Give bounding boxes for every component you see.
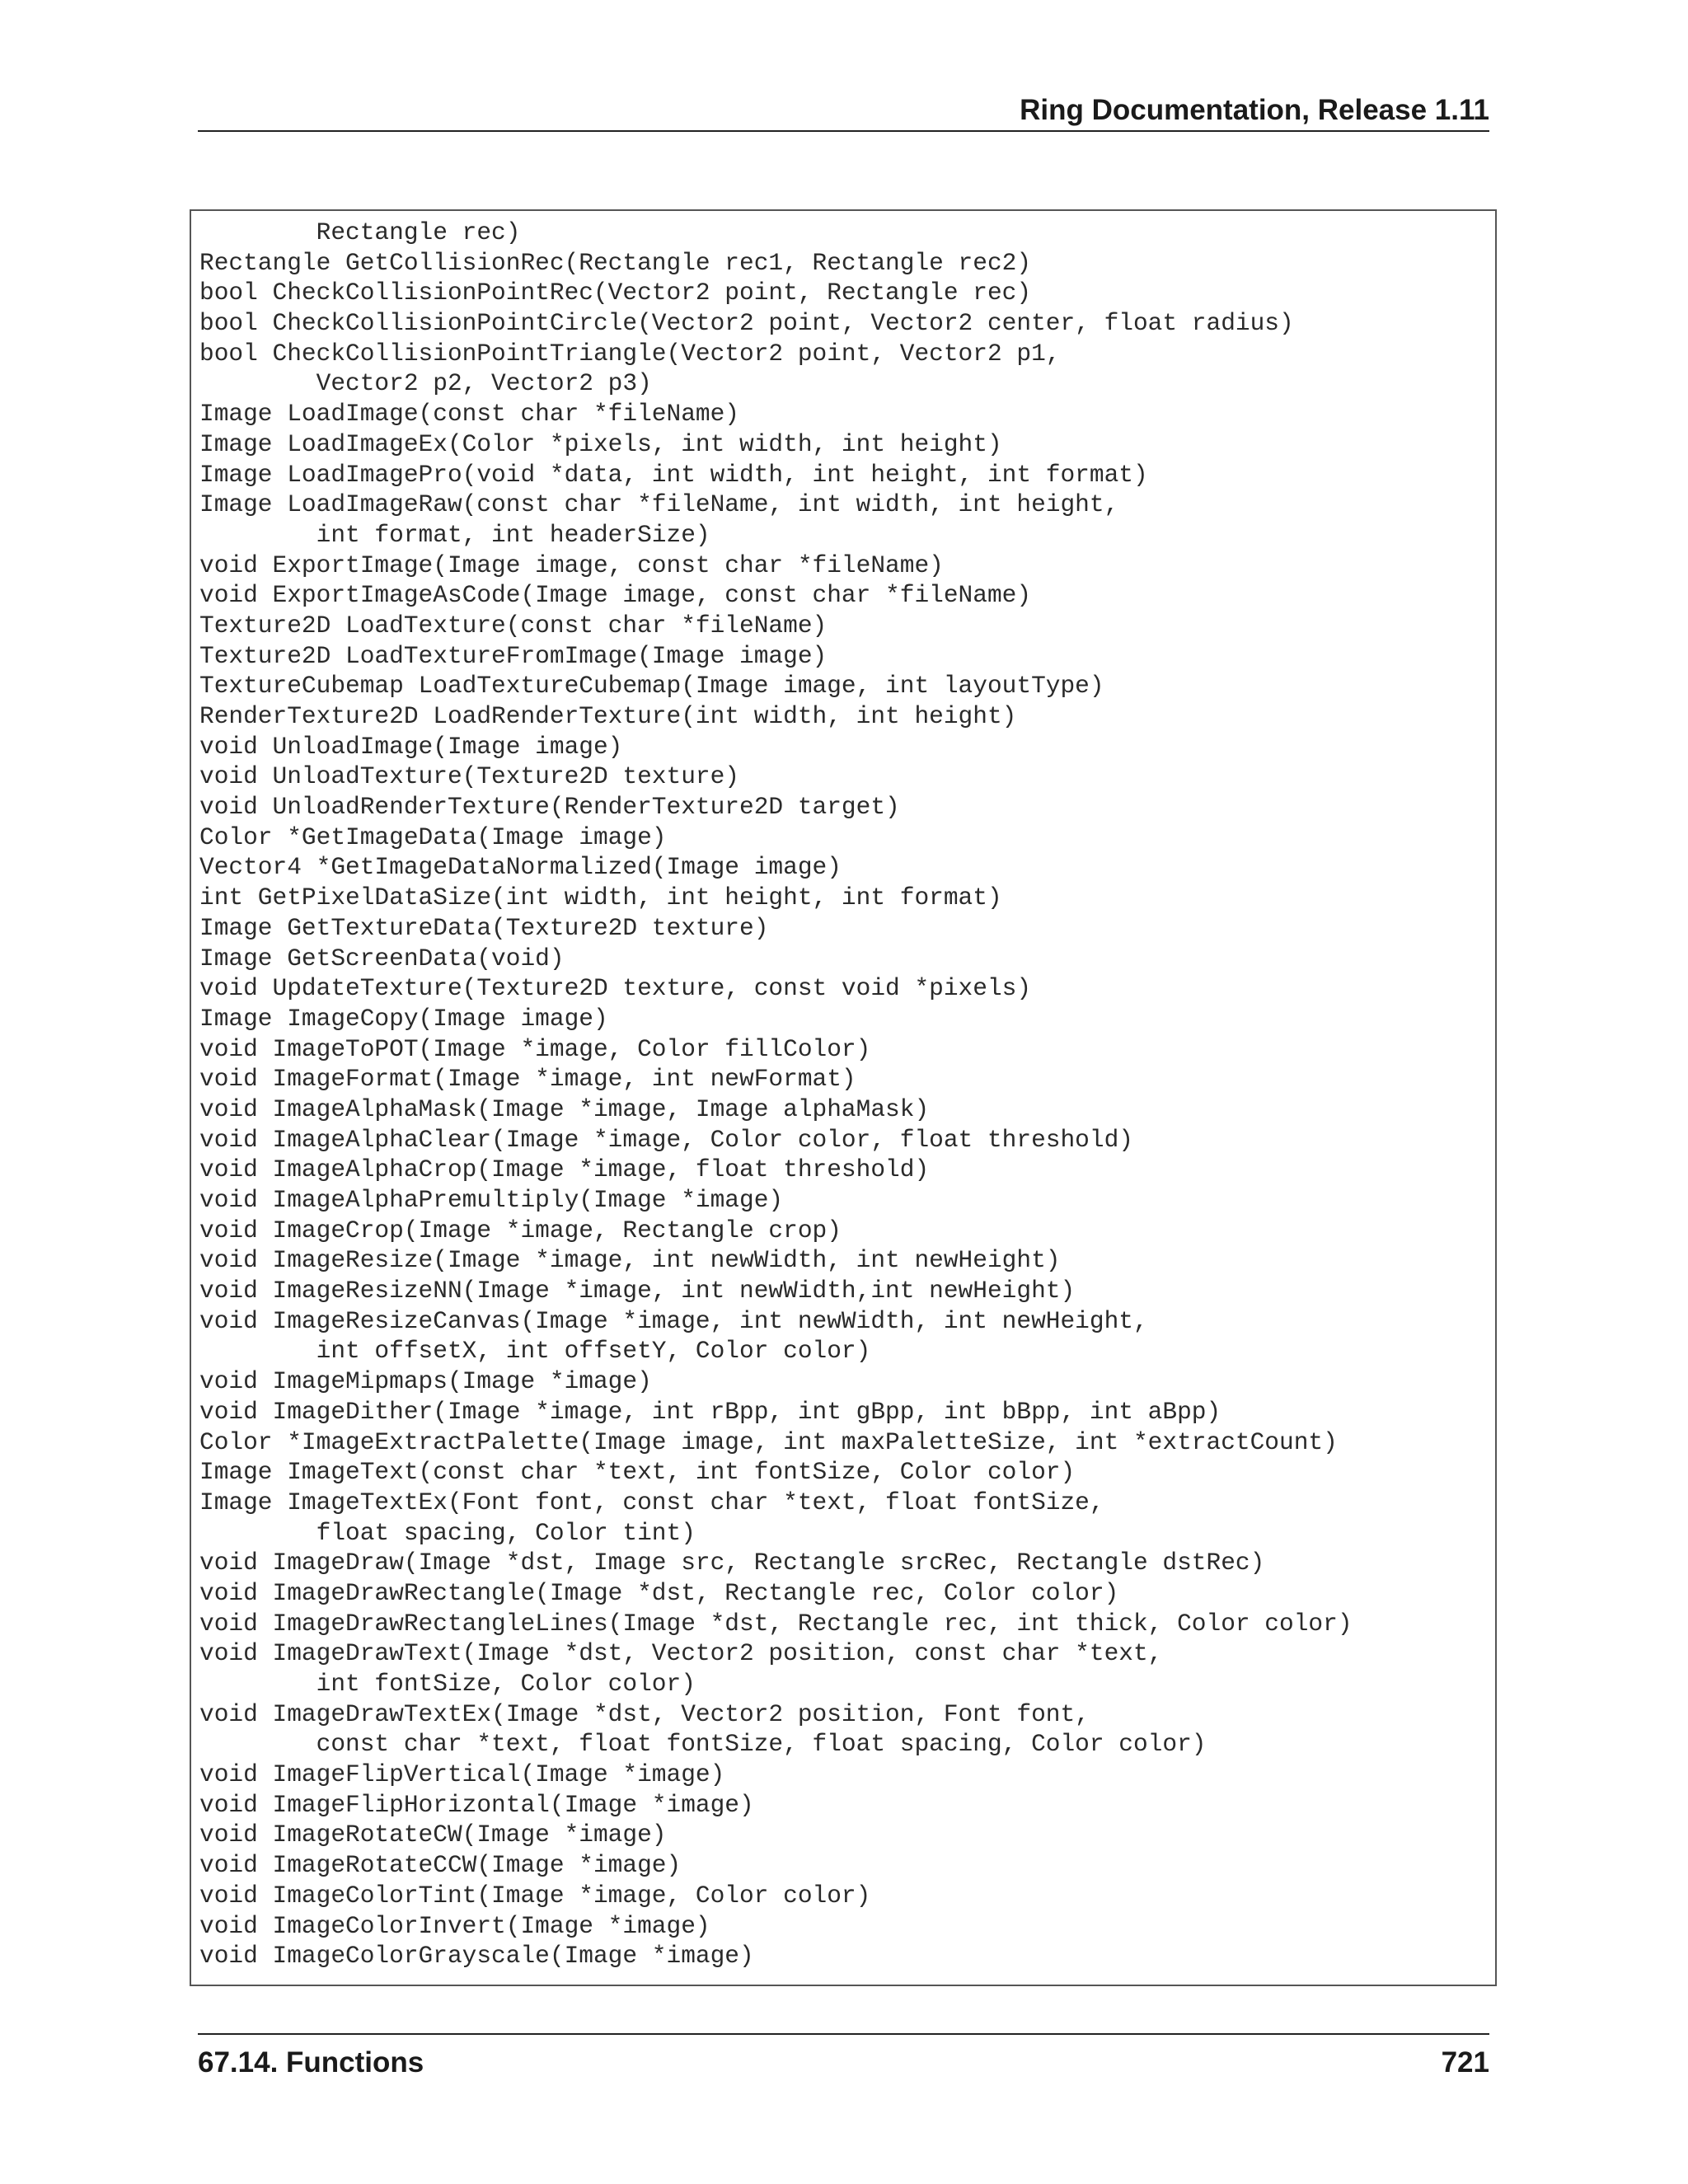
code-line: Image LoadImagePro(void *data, int width, int height, int format) [199, 460, 1148, 489]
code-line: void ImageRotateCCW(Image *image) [199, 1851, 682, 1880]
code-line: bool CheckCollisionPointTriangle(Vector2 point, Vector2 p1, [199, 339, 1061, 368]
code-line: void ImageResizeCanvas(Image *image, int newWidth, int newHeight, [199, 1306, 1148, 1335]
code-line: void ImageFlipHorizontal(Image *image) [199, 1790, 754, 1819]
code-line: int GetPixelDataSize(int width, int height, int format) [199, 883, 1002, 912]
code-line: Image GetScreenData(void) [199, 944, 565, 972]
code-line: void ImageCrop(Image *image, Rectangle crop) [199, 1216, 842, 1244]
code-line: void ImageFlipVertical(Image *image) [199, 1760, 725, 1789]
code-block [190, 209, 1497, 1986]
code-line: void ExportImage(Image image, const char *fileName) [199, 551, 944, 579]
code-line: Image LoadImage(const char *fileName) [199, 400, 740, 429]
code-line: Image LoadImageEx(Color *pixels, int width, int height) [199, 429, 1002, 458]
code-line: void ImageDrawRectangle(Image *dst, Rectangle rec, Color color) [199, 1578, 1119, 1607]
code-line: void ImageColorGrayscale(Image *image) [199, 1942, 754, 1971]
code-line: void ImageAlphaClear(Image *image, Color color, float threshold) [199, 1125, 1133, 1154]
code-line: void ImageAlphaPremultiply(Image *image) [199, 1186, 784, 1214]
code-line: Image ImageCopy(Image image) [199, 1004, 608, 1033]
code-line: Rectangle rec) [199, 218, 521, 246]
code-line: void ImageToPOT(Image *image, Color fillColor) [199, 1034, 871, 1063]
code-line: Color *ImageExtractPalette(Image image, int maxPaletteSize, int *extractCount) [199, 1427, 1338, 1456]
code-line: void ImageColorTint(Image *image, Color color) [199, 1881, 871, 1910]
code-line: void UnloadImage(Image image) [199, 732, 623, 761]
code-line: Image GetTextureData(Texture2D texture) [199, 913, 769, 942]
code-line: void ImageRotateCW(Image *image) [199, 1821, 667, 1849]
code-line: void ImageDraw(Image *dst, Image src, Rectangle srcRec, Rectangle dstRec) [199, 1549, 1265, 1577]
code-line: void UnloadTexture(Texture2D texture) [199, 762, 740, 791]
code-line: void ImageFormat(Image *image, int newFormat) [199, 1065, 856, 1094]
code-lines [199, 218, 1353, 1971]
code-line: void ImageDrawText(Image *dst, Vector2 position, const char *text, [199, 1639, 1163, 1668]
code-line: RenderTexture2D LoadRenderTexture(int width, int height) [199, 702, 1017, 730]
code-line: Texture2D LoadTextureFromImage(Image image) [199, 641, 828, 670]
code-line: void ImageAlphaCrop(Image *image, float threshold) [199, 1155, 930, 1184]
code-line: void UnloadRenderTexture(RenderTexture2D target) [199, 793, 900, 822]
code-line: bool CheckCollisionPointCircle(Vector2 point, Vector2 center, float radius) [199, 309, 1294, 338]
code-line: Color *GetImageData(Image image) [199, 823, 667, 851]
code-line: bool CheckCollisionPointRec(Vector2 point, Rectangle rec) [199, 279, 1032, 307]
code-line: Image ImageTextEx(Font font, const char *text, float fontSize, [199, 1488, 1104, 1516]
code-line: void ImageMipmaps(Image *image) [199, 1367, 652, 1396]
code-line: void ImageDrawRectangleLines(Image *dst, Rectangle rec, int thick, Color color) [199, 1609, 1353, 1638]
code-line: void ExportImageAsCode(Image image, const char *fileName) [199, 581, 1032, 610]
page-number: 721 [1441, 2046, 1489, 2079]
code-line: void ImageDrawTextEx(Image *dst, Vector2 position, Font font, [199, 1699, 1090, 1728]
code-line: void ImageResizeNN(Image *image, int newWidth,int newHeight) [199, 1277, 1076, 1305]
code-line: Rectangle GetCollisionRec(Rectangle rec1, Rectangle rec2) [199, 248, 1032, 277]
code-line: Vector2 p2, Vector2 p3) [199, 369, 652, 398]
code-line: void ImageAlphaMask(Image *image, Image alphaMask) [199, 1094, 930, 1123]
code-line: void ImageColorInvert(Image *image) [199, 1911, 710, 1940]
code-line: int offsetX, int offsetY, Color color) [199, 1337, 871, 1366]
code-line: int fontSize, Color color) [199, 1670, 696, 1698]
code-line: const char *text, float fontSize, float spacing, Color color) [199, 1730, 1207, 1759]
code-line: void ImageResize(Image *image, int newWidth, int newHeight) [199, 1246, 1061, 1275]
code-line: TextureCubemap LoadTextureCubemap(Image image, int layoutType) [199, 672, 1104, 701]
code-line: Image LoadImageRaw(const char *fileName, int width, int height, [199, 490, 1119, 519]
code-line: int format, int headerSize) [199, 520, 710, 549]
code-line: void ImageDither(Image *image, int rBpp, int gBpp, int bBpp, int aBpp) [199, 1397, 1221, 1426]
code-line: void UpdateTexture(Texture2D texture, const void *pixels) [199, 974, 1032, 1003]
code-line: Vector4 *GetImageDataNormalized(Image image) [199, 853, 842, 882]
running-footer [198, 2033, 1489, 2081]
section-title: 67.14. Functions [198, 2046, 424, 2079]
code-line: float spacing, Color tint) [199, 1518, 696, 1547]
code-line: Image ImageText(const char *text, int fontSize, Color color) [199, 1458, 1076, 1487]
document-title: Ring Documentation, Release 1.11 [1020, 94, 1489, 126]
running-header [198, 92, 1489, 132]
code-line: Texture2D LoadTexture(const char *fileName) [199, 611, 828, 640]
